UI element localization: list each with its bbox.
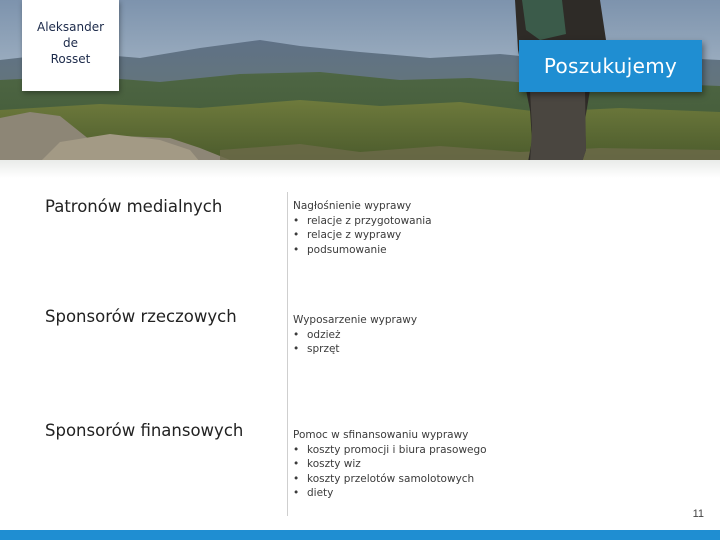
logo-name (37, 19, 104, 67)
list-item: • koszty przelotów samolotowych (293, 472, 487, 487)
bottom-accent-bar (0, 530, 720, 540)
logo-line-3: Rosset (50, 51, 91, 66)
hero-fade (0, 160, 720, 178)
detail-financial-sponsors (293, 428, 487, 501)
detail-list (293, 328, 417, 357)
detail-list (293, 443, 487, 501)
logo-box (22, 0, 119, 91)
poszukujemy-banner (519, 40, 702, 92)
category-material-sponsors: Sponsorów rzeczowych (45, 307, 237, 326)
list-item: • sprzęt (293, 342, 417, 357)
logo-line-1: Aleksander (36, 19, 105, 34)
list-item: • koszty wiz (293, 457, 487, 472)
list-item: • odzież (293, 328, 417, 343)
category-financial-sponsors: Sponsorów finansowych (45, 421, 244, 440)
list-item: • relacje z wyprawy (293, 228, 432, 243)
list-item: • relacje z przygotowania (293, 214, 432, 229)
detail-material-sponsors (293, 313, 417, 357)
list-item: • diety (293, 486, 487, 501)
detail-list (293, 214, 432, 258)
page-number: 11 (692, 508, 704, 520)
detail-media-patrons (293, 199, 432, 257)
list-item: • podsumowanie (293, 243, 432, 258)
detail-heading: Nagłośnienie wyprawy (293, 200, 412, 212)
detail-heading: Wyposarzenie wyprawy (293, 314, 418, 326)
banner-label: Poszukujemy (543, 54, 678, 78)
logo-line-2: de (63, 35, 78, 50)
list-item: • koszty promocji i biura prasowego (293, 443, 487, 458)
detail-heading: Pomoc w sfinansowaniu wyprawy (293, 429, 469, 441)
vertical-divider (287, 192, 288, 516)
category-media-patrons: Patronów medialnych (45, 197, 223, 216)
